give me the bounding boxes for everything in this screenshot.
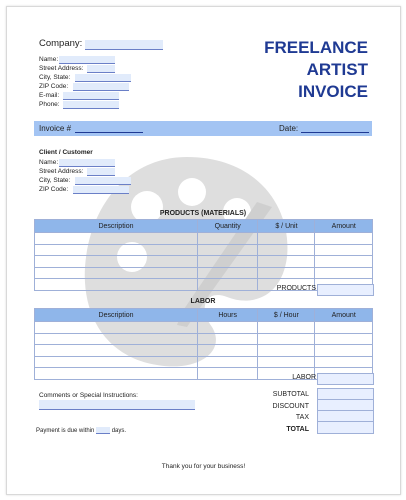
- tax-label: TAX: [295, 414, 309, 421]
- payment-prefix: Payment is due within: [36, 428, 95, 435]
- zip-field[interactable]: [73, 83, 129, 91]
- invoice-number-label: Invoice #: [39, 124, 72, 133]
- products-col-quantity: Quantity: [197, 220, 257, 233]
- labor-col-rate: $ / Hour: [258, 309, 315, 322]
- client-city-label: City, State:: [39, 177, 71, 184]
- labor-col-hours: Hours: [198, 309, 258, 322]
- title-line-2: ARTIST: [306, 60, 368, 79]
- subtotal-label: SUBTOTAL: [272, 391, 309, 398]
- comments-label: Comments or Special Instructions:: [39, 392, 138, 399]
- email-field[interactable]: [63, 92, 119, 100]
- client-name-label: Name:: [39, 159, 59, 166]
- email-label: E-mail:: [39, 92, 60, 99]
- invoice-bar: [34, 121, 372, 136]
- table-row[interactable]: [35, 256, 373, 268]
- phone-field[interactable]: [63, 101, 119, 109]
- total-label: TOTAL: [286, 425, 309, 433]
- labor-col-description: Description: [35, 309, 198, 322]
- labor-subtotal-label: LABOR: [292, 374, 316, 381]
- labor-heading: LABOR: [190, 298, 216, 305]
- client-heading: Client / Customer: [39, 149, 93, 156]
- products-subtotal-field[interactable]: [317, 284, 374, 296]
- client-street-label: Street Address:: [39, 168, 84, 175]
- products-col-amount: Amount: [315, 220, 373, 233]
- company-field[interactable]: [85, 40, 163, 50]
- table-row[interactable]: [35, 356, 373, 368]
- payment-days-field[interactable]: [96, 427, 110, 434]
- table-row[interactable]: [35, 267, 373, 279]
- zip-label: ZIP Code:: [39, 83, 69, 90]
- products-col-description: Description: [35, 220, 198, 233]
- city-field[interactable]: [75, 74, 131, 82]
- phone-label: Phone:: [39, 101, 60, 108]
- title-line-3: INVOICE: [298, 82, 368, 101]
- name-label: Name:: [39, 56, 59, 63]
- street-field[interactable]: [87, 65, 115, 73]
- products-table: [34, 219, 373, 291]
- labor-table: [34, 308, 373, 380]
- title-line-1: FREELANCE: [264, 38, 368, 57]
- products-heading: PRODUCTS (MATERIALS): [159, 210, 247, 217]
- client-street-field[interactable]: [87, 168, 115, 176]
- labor-subtotal-field[interactable]: [317, 373, 374, 385]
- client-zip-label: ZIP Code:: [39, 186, 69, 193]
- invoice-number-field[interactable]: [75, 132, 143, 133]
- city-label: City, State:: [39, 74, 71, 81]
- invoice-page: [6, 6, 401, 495]
- date-label: Date:: [279, 124, 299, 133]
- client-zip-field[interactable]: [73, 186, 129, 194]
- client-city-field[interactable]: [75, 177, 131, 185]
- company-label: Company:: [39, 38, 83, 49]
- comments-field[interactable]: [39, 400, 195, 410]
- table-row[interactable]: [35, 244, 373, 256]
- payment-terms: [36, 427, 126, 434]
- name-field[interactable]: [59, 56, 115, 64]
- products-col-unit: $ / Unit: [258, 220, 315, 233]
- street-label: Street Address:: [39, 65, 84, 72]
- client-name-field[interactable]: [59, 159, 115, 167]
- total-field[interactable]: [317, 421, 374, 434]
- table-row[interactable]: [35, 233, 373, 245]
- payment-suffix: days.: [111, 428, 127, 435]
- table-row[interactable]: [35, 333, 373, 345]
- table-row[interactable]: [35, 345, 373, 357]
- labor-col-amount: Amount: [315, 309, 373, 322]
- thank-you-note: Thank you for your business!: [161, 463, 246, 470]
- discount-label: DISCOUNT: [272, 402, 309, 410]
- date-field[interactable]: [301, 132, 369, 133]
- table-row[interactable]: [35, 322, 373, 334]
- products-subtotal-label: PRODUCTS: [276, 285, 316, 292]
